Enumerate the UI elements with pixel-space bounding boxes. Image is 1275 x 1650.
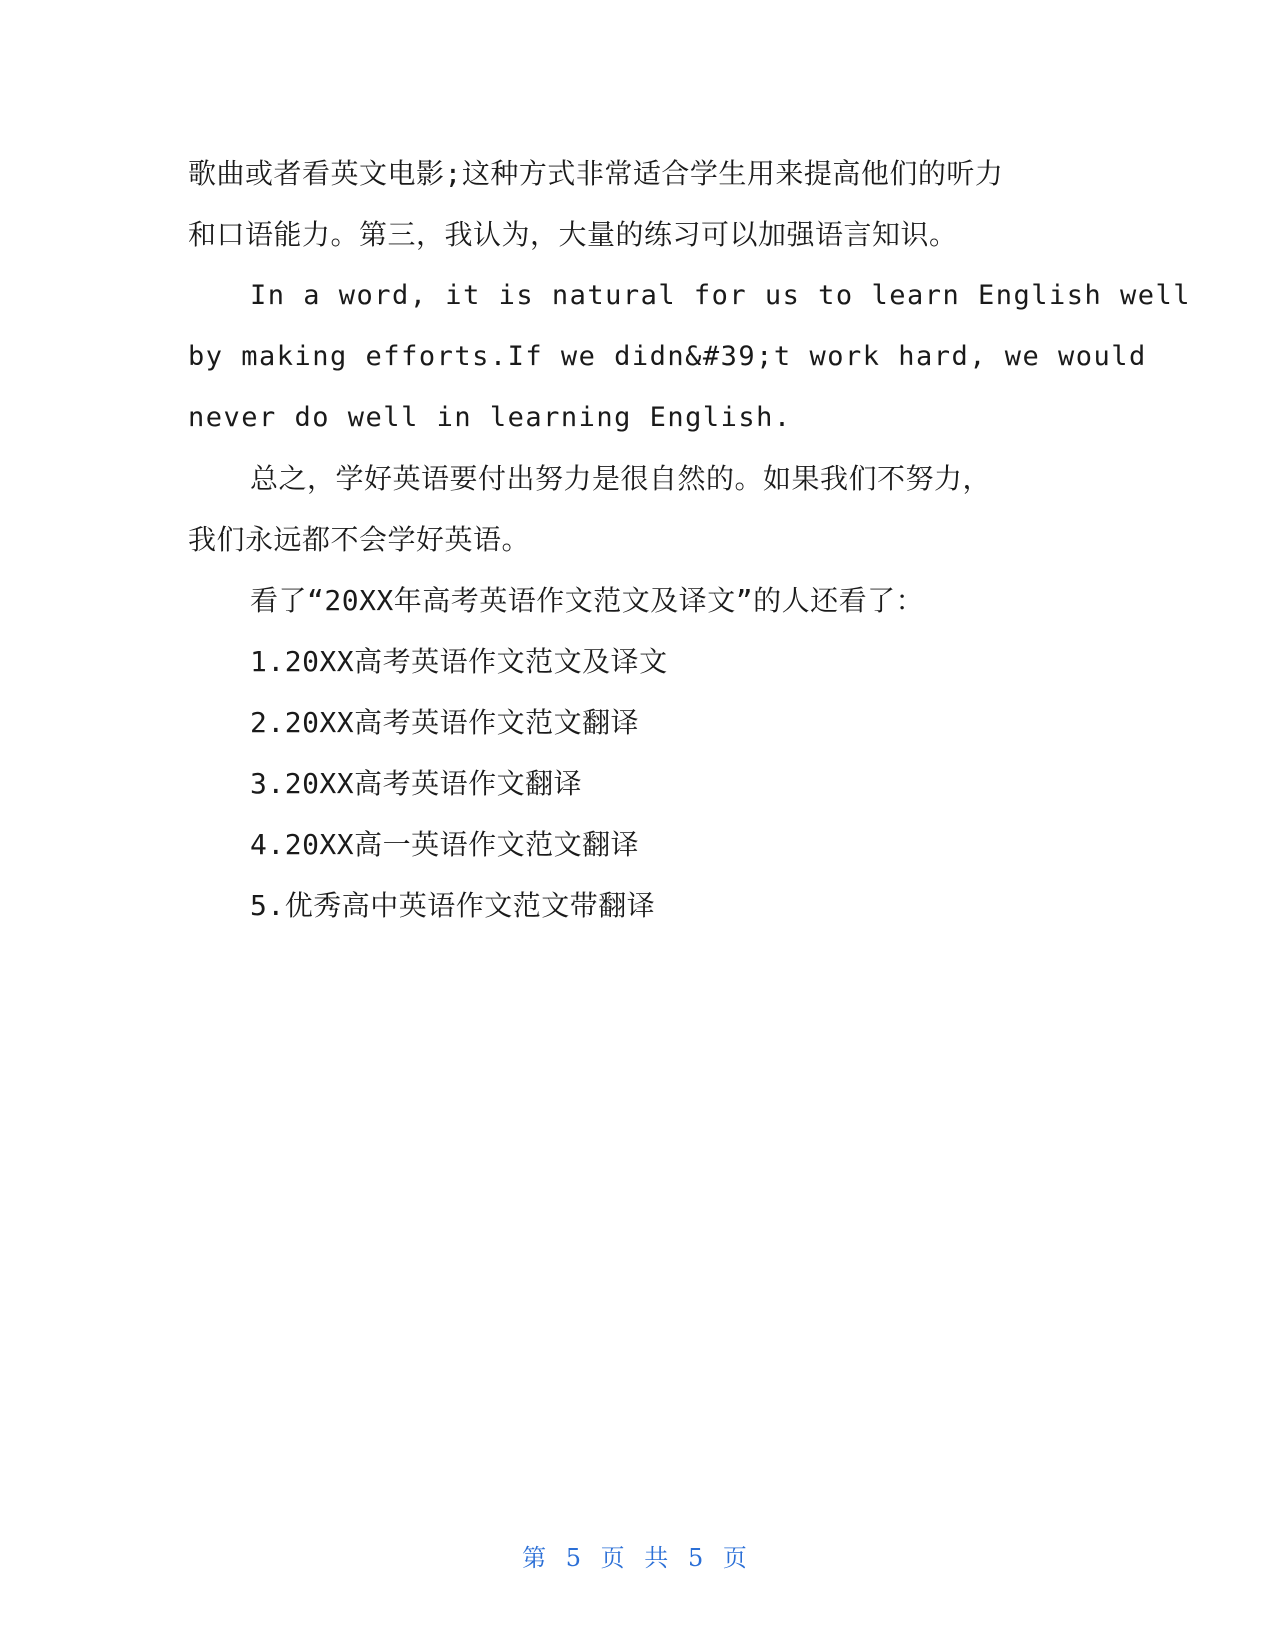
- related-link[interactable]: 1.20XX高考英语作文范文及译文: [250, 645, 668, 678]
- document-body: [188, 143, 1192, 936]
- paragraph-line: 和口语能力。第三，我认为，大量的练习可以加强语言知识。: [188, 218, 958, 251]
- paragraph-line: 我们永远都不会学好英语。: [188, 523, 531, 556]
- related-link[interactable]: 2.20XX高考英语作文范文翻译: [250, 706, 640, 739]
- english-paragraph-line: In a word, it is natural for us to learn English well: [250, 280, 1192, 311]
- english-paragraph-line: never do well in learning English.: [188, 402, 792, 433]
- paragraph-line: 总之，学好英语要付出努力是很自然的。如果我们不努力，: [250, 462, 992, 495]
- related-link[interactable]: 4.20XX高一英语作文范文翻译: [250, 828, 640, 861]
- related-link[interactable]: 3.20XX高考英语作文翻译: [250, 767, 583, 800]
- related-heading: 看了“20XX年高考英语作文范文及译文”的人还看了：: [250, 584, 925, 617]
- english-paragraph-line: by making efforts.If we didn&#39;t work hard, we would: [188, 341, 1147, 372]
- page-number-footer: 第 5 页 共 5 页: [522, 1544, 753, 1572]
- paragraph-line: 歌曲或者看英文电影;这种方式非常适合学生用来提高他们的听力: [188, 157, 1004, 190]
- related-link[interactable]: 5.优秀高中英语作文范文带翻译: [250, 889, 656, 922]
